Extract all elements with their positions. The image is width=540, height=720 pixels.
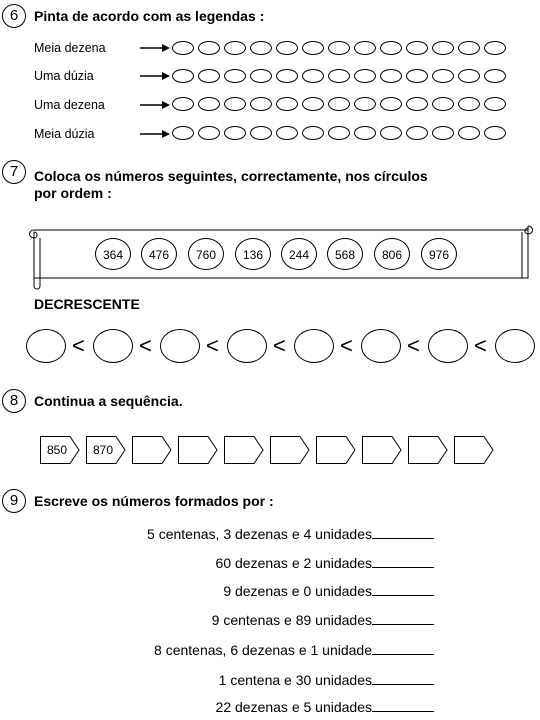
- sequence-value: [408, 436, 442, 464]
- sequence-value: [178, 436, 212, 464]
- paint-oval[interactable]: [484, 69, 506, 83]
- arrow-right-icon: [140, 129, 170, 139]
- paint-oval[interactable]: [276, 41, 298, 55]
- question-number-badge: 6: [2, 4, 26, 28]
- answer-blank[interactable]: [372, 581, 434, 596]
- compose-item-text: 60 dezenas e 2 unidades: [215, 555, 372, 571]
- paint-oval[interactable]: [224, 41, 246, 55]
- sequence-value: [316, 436, 350, 464]
- compose-item: [212, 610, 434, 628]
- paint-oval[interactable]: [172, 69, 194, 83]
- compose-item-text: 22 dezenas e 5 unidades: [215, 699, 372, 715]
- answer-circle[interactable]: [227, 329, 267, 363]
- number-circle: 806: [374, 238, 410, 270]
- paint-oval[interactable]: [432, 69, 454, 83]
- less-than-sign: <: [273, 333, 286, 358]
- number-circle: 568: [327, 238, 363, 270]
- paint-oval[interactable]: [484, 41, 506, 55]
- paint-oval[interactable]: [276, 126, 298, 140]
- arrow-right-icon: [140, 100, 170, 110]
- compose-item-text: 9 dezenas e 0 unidades: [223, 583, 372, 599]
- legend-label: Uma dezena: [34, 98, 105, 112]
- oval-row: [172, 97, 506, 111]
- paint-oval[interactable]: [380, 126, 402, 140]
- paint-oval[interactable]: [250, 97, 272, 111]
- paint-oval[interactable]: [172, 41, 194, 55]
- less-than-sign: <: [407, 333, 420, 358]
- oval-row: [172, 41, 506, 55]
- compose-item: [219, 670, 434, 688]
- paint-oval[interactable]: [406, 126, 428, 140]
- compose-item: [223, 581, 434, 599]
- paint-oval[interactable]: [250, 69, 272, 83]
- paint-oval[interactable]: [224, 126, 246, 140]
- answer-circle[interactable]: [93, 329, 133, 363]
- sequence-value: 870: [92, 443, 114, 457]
- answer-blank[interactable]: [372, 524, 434, 539]
- question-number-badge: 9: [2, 489, 26, 513]
- compose-item: [216, 553, 434, 571]
- question-title: Escreve os números formados por :: [34, 493, 274, 509]
- compose-item: [154, 640, 434, 658]
- oval-row: [172, 69, 506, 83]
- paint-oval[interactable]: [484, 126, 506, 140]
- paint-oval[interactable]: [250, 126, 272, 140]
- arrow-right-icon: [140, 43, 170, 53]
- sequence-value: [454, 436, 488, 464]
- paint-oval[interactable]: [432, 126, 454, 140]
- order-label: DECRESCENTE: [34, 296, 140, 312]
- paint-oval[interactable]: [224, 69, 246, 83]
- compose-item: [147, 524, 434, 542]
- number-circle: 760: [188, 238, 224, 270]
- paint-oval[interactable]: [354, 126, 376, 140]
- answer-circle[interactable]: [495, 329, 535, 363]
- question-title: Coloca os números seguintes, correctamente, nos círculos: [34, 168, 428, 184]
- paint-oval[interactable]: [250, 41, 272, 55]
- paint-oval[interactable]: [380, 69, 402, 83]
- paint-oval[interactable]: [302, 97, 324, 111]
- legend-label: Meia dúzia: [34, 127, 95, 141]
- paint-oval[interactable]: [302, 69, 324, 83]
- sequence-value: [224, 436, 258, 464]
- sequence-box[interactable]: [316, 436, 356, 464]
- paint-oval[interactable]: [406, 69, 428, 83]
- paint-oval[interactable]: [354, 97, 376, 111]
- paint-oval[interactable]: [198, 126, 220, 140]
- number-circle: 976: [421, 238, 457, 270]
- compose-item-text: 5 centenas, 3 dezenas e 4 unidades: [147, 526, 372, 542]
- number-circle: 136: [235, 238, 271, 270]
- compose-item: [216, 697, 434, 715]
- compose-item-text: 8 centenas, 6 dezenas e 1 unidade: [154, 642, 372, 658]
- number-circle: 244: [281, 238, 317, 270]
- sequence-box[interactable]: [224, 436, 264, 464]
- paint-oval[interactable]: [458, 97, 480, 111]
- answer-blank[interactable]: [372, 670, 434, 685]
- paint-oval[interactable]: [198, 69, 220, 83]
- answer-circle[interactable]: [361, 329, 401, 363]
- legend-label: Meia dezena: [34, 41, 106, 55]
- answer-blank[interactable]: [372, 640, 434, 655]
- sequence-box: [40, 436, 80, 464]
- oval-row: [172, 126, 506, 140]
- legend-label: Uma dúzia: [34, 69, 94, 83]
- paint-oval[interactable]: [432, 97, 454, 111]
- paint-oval[interactable]: [198, 97, 220, 111]
- sequence-box[interactable]: [408, 436, 448, 464]
- answer-circle[interactable]: [428, 329, 468, 363]
- paint-oval[interactable]: [458, 41, 480, 55]
- question-number-badge: 7: [2, 160, 26, 184]
- paint-oval[interactable]: [198, 41, 220, 55]
- question-title: Continua a sequência.: [34, 393, 183, 409]
- sequence-value: [132, 436, 166, 464]
- compose-item-text: 9 centenas e 89 unidades: [211, 612, 372, 628]
- paint-oval[interactable]: [354, 69, 376, 83]
- paint-oval[interactable]: [328, 97, 350, 111]
- paint-oval[interactable]: [302, 126, 324, 140]
- sequence-value: [362, 436, 396, 464]
- less-than-sign: <: [340, 333, 353, 358]
- paint-oval[interactable]: [224, 97, 246, 111]
- question-title: Pinta de acordo com as legendas :: [34, 8, 265, 24]
- sequence-box: [86, 436, 126, 464]
- paint-oval[interactable]: [328, 69, 350, 83]
- less-than-sign: <: [139, 333, 152, 358]
- paint-oval[interactable]: [172, 126, 194, 140]
- sequence-value: 850: [46, 443, 68, 457]
- paint-oval[interactable]: [406, 41, 428, 55]
- answer-blank[interactable]: [372, 553, 434, 568]
- answer-circle[interactable]: [160, 329, 200, 363]
- sequence-box[interactable]: [454, 436, 494, 464]
- arrow-right-icon: [140, 71, 170, 81]
- paint-oval[interactable]: [380, 97, 402, 111]
- question-number-badge: 8: [2, 389, 26, 413]
- sequence-box[interactable]: [132, 436, 172, 464]
- answer-blank[interactable]: [372, 697, 434, 712]
- paint-oval[interactable]: [380, 41, 402, 55]
- paint-oval[interactable]: [328, 41, 350, 55]
- number-circle: 476: [141, 238, 177, 270]
- less-than-sign: <: [72, 333, 85, 358]
- paint-oval[interactable]: [484, 97, 506, 111]
- paint-oval[interactable]: [458, 69, 480, 83]
- paint-oval[interactable]: [328, 126, 350, 140]
- compose-item-text: 1 centena e 30 unidades: [218, 672, 372, 688]
- less-than-sign: <: [474, 333, 487, 358]
- answer-blank[interactable]: [372, 610, 434, 625]
- paint-oval[interactable]: [458, 126, 480, 140]
- paint-oval[interactable]: [302, 41, 324, 55]
- question-title-continued: por ordem :: [34, 185, 112, 201]
- number-circle: 364: [95, 238, 131, 270]
- paint-oval[interactable]: [172, 97, 194, 111]
- paint-oval[interactable]: [432, 41, 454, 55]
- sequence-box[interactable]: [178, 436, 218, 464]
- paint-oval[interactable]: [276, 69, 298, 83]
- paint-oval[interactable]: [406, 97, 428, 111]
- paint-oval[interactable]: [354, 41, 376, 55]
- answer-circle[interactable]: [294, 329, 334, 363]
- sequence-box[interactable]: [362, 436, 402, 464]
- sequence-box[interactable]: [270, 436, 310, 464]
- paint-oval[interactable]: [276, 97, 298, 111]
- sequence-value: [270, 436, 304, 464]
- less-than-sign: <: [206, 333, 219, 358]
- answer-circle[interactable]: [26, 329, 66, 363]
